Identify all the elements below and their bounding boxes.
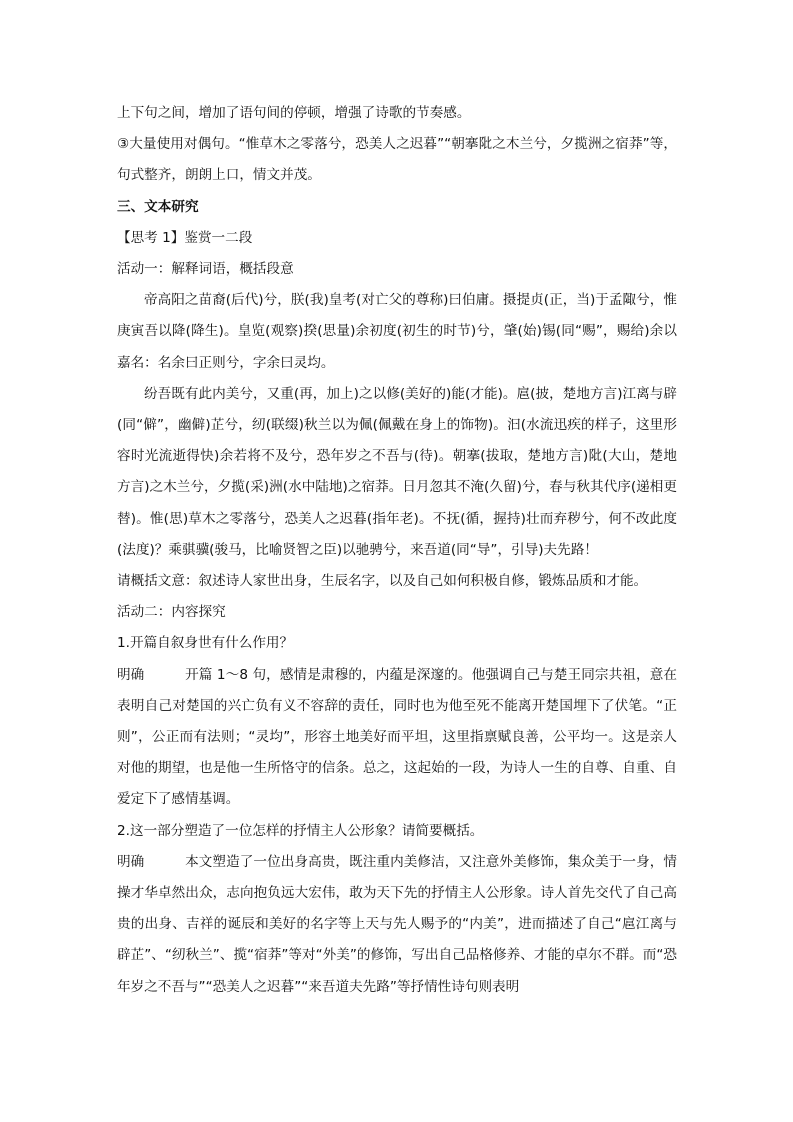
question-1: 1.开篇自叙身世有什么作用？ xyxy=(117,635,294,652)
annotated-text-2: 纷吾既有此内美兮，又重(再，加上)之以修(美好的)能(才能)。扈(披，楚地方言)江离与辟(同“僻”，幽僻)芷兮，纫(联缀)秋兰以为佩(佩戴在身上的饰物)。汩(水流迅疾的样子，这里形容时光流逝得快)余若将不及兮，恐年岁之不吾与(待)。朝搴(拔取，楚地方言)阰(大山，楚地方言)之木兰兮，夕揽(采)洲(水中陆地)之宿莽。日月忽其不淹(久留)兮，春与秋其代序(递相更替)。惟(思)草木之零落兮，恐美人之迟暮(指年老)。不抚(循，握持)壮而弃秽兮，何不改此度(法度)？乘骐骥(骏马，比喻贤智之臣)以驰骋兮，来吾道(同“导”，引导)夫先路！ xyxy=(117,385,677,558)
answer-1-text: 开篇 1～8 句，感情是肃穆的，内蕴是深邃的。他强调自己与楚王同宗共祖，意在表明自己对楚国的兴亡负有义不容辞的责任，同时也为他至死不能离开楚国埋下了伏笔。“正则”，公正而有法则；“灵均”，形容土地美好而平坦，这里指禀赋良善，公平均一。这是亲人对他的期望，也是他一生所恪守的信条。总之，这起始的一段，为诗人一生的自尊、自重、自爱定下了感情基调。 xyxy=(117,666,677,808)
document-body xyxy=(117,98,677,1003)
answer-label: 明确 xyxy=(117,666,145,683)
activity-one-heading: 活动一：解释词语，概括段意 xyxy=(117,261,294,278)
question-2: 2.这一部分塑造了一位怎样的抒情主人公形象？请简要概括。 xyxy=(117,822,484,839)
answer-2-text: 本文塑造了一位出身高贵，既注重内美修洁，又注意外美修饰，集众美于一身，情操才华卓然出众，志向抱负远大宏伟，敢为天下先的抒情主人公形象。诗人首先交代了自己高贵的出身、吉祥的诞辰和美好的名字等上天与先人赐予的“内美”，进而描述了自己“扈江离与辟芷”、“纫秋兰”、揽“宿莽”等对“外美”的修饰，写出自己品格修养、才能的卓尔不群。而“恐年岁之不吾与”“恐美人之迟暮”“来吾道夫先路”等抒情性诗句则表明 xyxy=(117,853,677,995)
paragraph-parallelism: ③大量使用对偶句。“惟草木之零落兮，恐美人之迟暮”“朝搴阰之木兰兮，夕揽洲之宿莽”等，句式整齐，朗朗上口，情文并茂。 xyxy=(117,136,677,184)
annotated-text-1: 帝高阳之苗裔(后代)兮，朕(我)皇考(对亡父的尊称)曰伯庸。摄提贞(正，当)于孟陬兮，惟庚寅吾以降(降生)。皇览(观察)揆(思量)余初度(初生的时节)兮，肇(始)锡(同“赐”，赐给)余以嘉名：名余曰正则兮，字余曰灵均。 xyxy=(117,292,677,371)
paragraph-continued: 上下句之间，增加了语句间的停顿，增强了诗歌的节奏感。 xyxy=(117,105,471,121)
answer-label: 明确 xyxy=(117,853,145,870)
think-heading: 【思考 1】鉴赏一二段 xyxy=(117,229,253,246)
section-heading: 三、文本研究 xyxy=(117,198,199,215)
answer-2 xyxy=(117,847,677,1003)
summary-text: 请概括文意：叙述诗人家世出身，生辰名字，以及自己如何积极自修，锻炼品质和才能。 xyxy=(117,573,648,590)
activity-two-heading: 活动二：内容探究 xyxy=(117,604,226,621)
answer-1 xyxy=(117,660,677,816)
